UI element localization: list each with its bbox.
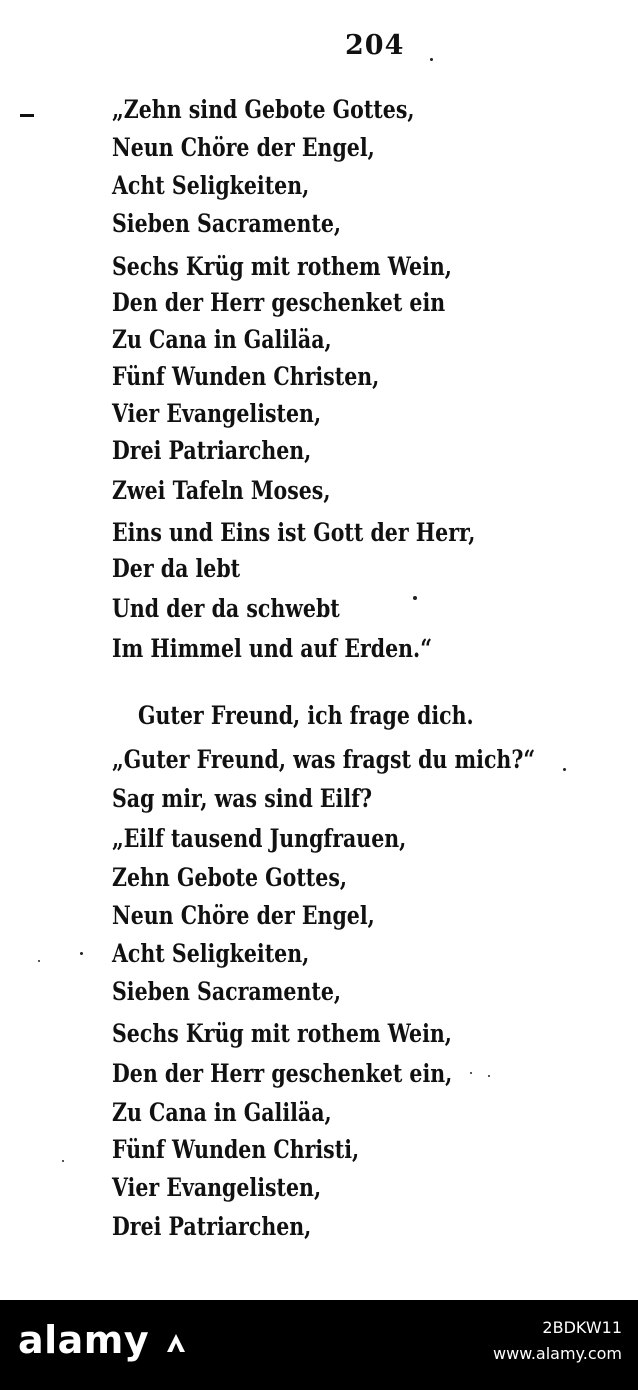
verse-line: Neun Chöre der Engel, — [112, 901, 375, 930]
verse-line: Guter Freund, ich frage dich. — [138, 701, 474, 730]
verse-line: Zwei Tafeln Moses, — [112, 476, 331, 505]
verse-line: „Guter Freund, was fragst du mich?“ — [112, 745, 536, 774]
verse-line: Zehn Gebote Gottes, — [112, 863, 348, 892]
verse-line: Vier Evangelisten, — [112, 399, 322, 428]
scan-speck — [563, 768, 566, 771]
verse-line: Sieben Sacramente, — [112, 209, 341, 238]
verse-line: Acht Seligkeiten, — [112, 171, 310, 200]
image-id: 2BDKW11 — [542, 1318, 622, 1337]
scan-speck — [80, 952, 83, 955]
verse-line: „Eilf tausend Jungfrauen, — [112, 824, 407, 853]
scan-speck — [488, 1075, 490, 1077]
scan-speck — [38, 960, 40, 962]
verse-line: Sechs Krüg mit rothem Wein, — [112, 1019, 452, 1048]
alamy-mark-icon — [167, 1334, 185, 1352]
verse-line: Neun Chöre der Engel, — [112, 133, 375, 162]
verse-line: Und der da schwebt — [112, 594, 340, 623]
verse-line: Drei Patriarchen, — [112, 1212, 312, 1241]
scan-speck — [62, 1160, 64, 1162]
verse-line: Sieben Sacramente, — [112, 977, 341, 1006]
scan-speck — [413, 596, 417, 600]
scan-speck — [470, 1072, 472, 1074]
verse-line: Sag mir, was sind Eilf? — [112, 784, 372, 813]
verse-line: Zu Cana in Galiläa, — [112, 325, 332, 354]
verse-line: Den der Herr geschenket ein, — [112, 1059, 453, 1088]
verse-line: Fünf Wunden Christen, — [112, 362, 380, 391]
verse-line: Der da lebt — [112, 554, 241, 583]
watermark-footer — [0, 1300, 638, 1390]
verse-line: Zu Cana in Galiläa, — [112, 1098, 332, 1127]
alamy-logo — [18, 1318, 185, 1362]
verse-line: Acht Seligkeiten, — [112, 939, 310, 968]
verse-line: „Zehn sind Gebote Gottes, — [112, 95, 415, 124]
verse-line: Fünf Wunden Christi, — [112, 1135, 360, 1164]
verse-line: Eins und Eins ist Gott der Herr, — [112, 518, 476, 547]
margin-mark — [20, 114, 34, 117]
brand-name: alamy — [18, 1318, 150, 1362]
scan-speck — [430, 58, 433, 61]
verse-line: Den der Herr geschenket ein — [112, 288, 446, 317]
verse-line: Im Himmel und auf Erden.“ — [112, 634, 432, 663]
page-number: 204 — [345, 30, 405, 61]
source-url: www.alamy.com — [493, 1344, 622, 1363]
verse-line: Sechs Krüg mit rothem Wein, — [112, 252, 452, 281]
verse-line: Vier Evangelisten, — [112, 1173, 322, 1202]
verse-line: Drei Patriarchen, — [112, 436, 312, 465]
